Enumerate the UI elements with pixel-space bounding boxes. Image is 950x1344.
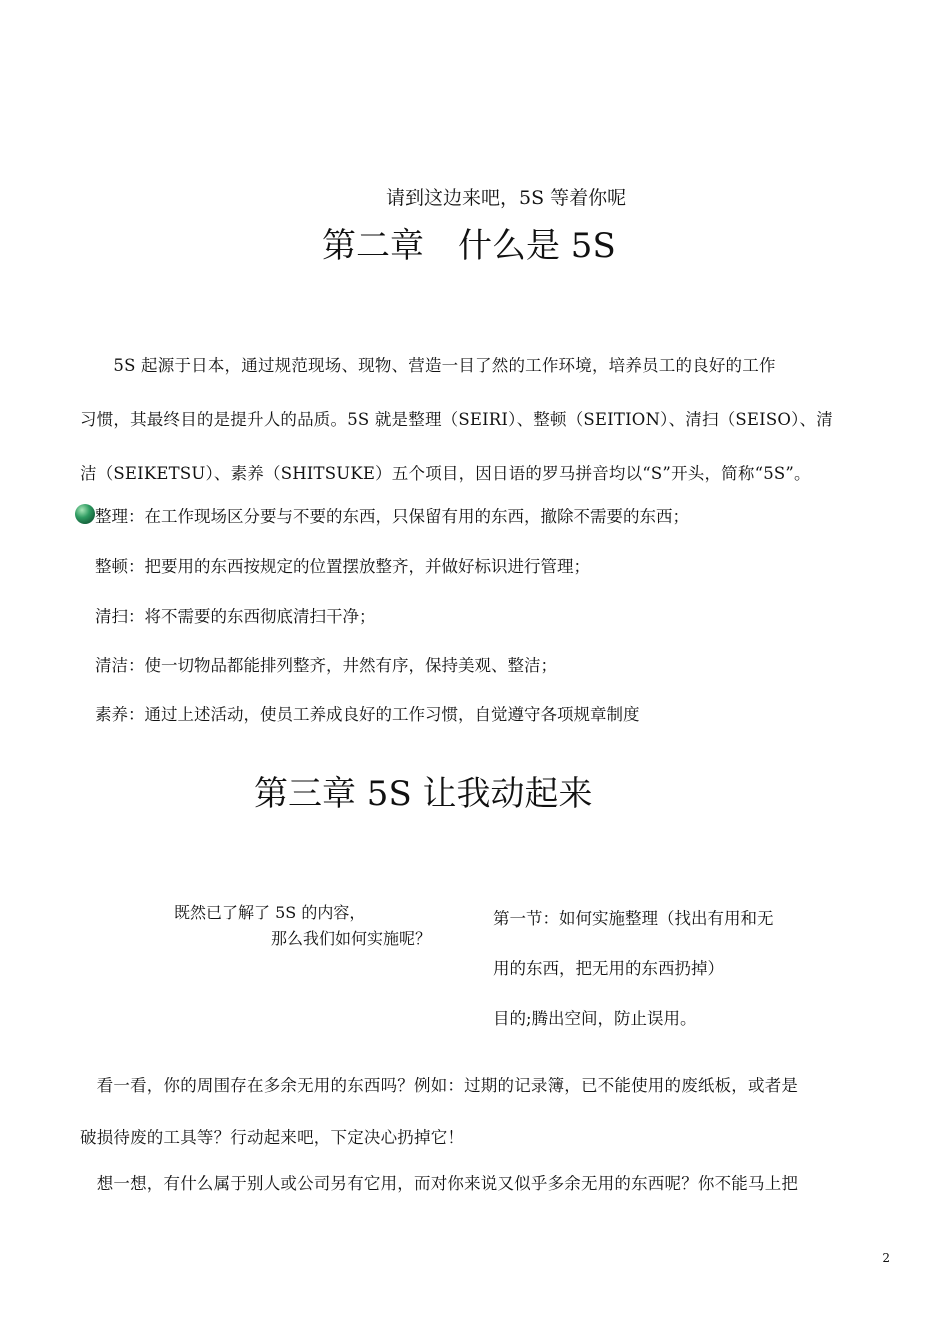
chapter-3-title: 第三章 5S 让我动起来 xyxy=(254,774,593,814)
think-paragraph xyxy=(80,1170,900,1224)
item-seiri: 整理：在工作现场区分要与不要的东西，只保留有用的东西，撤除不需要的东西； xyxy=(95,507,689,526)
callout-line-2: 那么我们如何实施呢？ xyxy=(271,929,432,948)
section-1-heading-cont: 用的东西，把无用的东西扔掉） xyxy=(493,959,724,978)
intro-line: 5S 起源于日本，通过规范现场、现物、营造一目了然的工作环境，培养员工的良好的工作 xyxy=(80,356,776,375)
green-globe-bullet-icon xyxy=(75,504,95,524)
item-seiketsu: 清洁：使一切物品都能排列整齐，井然有序，保持美观、整洁； xyxy=(95,656,557,675)
look-line: 破损待废的工具等？行动起来吧，下定决心扔掉它！ xyxy=(80,1128,465,1147)
page-subtitle: 请到这边来吧，5S 等着你呢 xyxy=(386,187,627,209)
chapter-2-title: 第二章 什么是 5S xyxy=(322,226,616,266)
intro-line: 洁（SEIKETSU）、素养（SHITSUKE）五个项目，因日语的罗马拼音均以“S”开头，简称“5S”。 xyxy=(80,464,811,483)
think-line: 想一想，有什么属于别人或公司另有它用，而对你来说又似乎多余无用的东西呢？你不能马上把 xyxy=(80,1174,799,1193)
look-line: 看一看，你的周围存在多余无用的东西吗？例如：过期的记录簿，已不能使用的废纸板，或者是 xyxy=(80,1076,799,1095)
callout-line-1: 既然已了解了 5S 的内容， xyxy=(174,903,366,922)
item-shitsuke: 素养：通过上述活动，使员工养成良好的工作习惯，自觉遵守各项规章制度 xyxy=(95,705,640,724)
item-seiton: 整顿：把要用的东西按规定的位置摆放整齐，并做好标识进行管理； xyxy=(95,557,590,576)
intro-line: 习惯，其最终目的是提升人的品质。5S 就是整理（SEIRI）、整顿（SEITION）、清扫（SEISO）、清 xyxy=(80,410,833,429)
section-1-purpose: 目的;腾出空间，防止误用。 xyxy=(493,1009,697,1028)
page-number: 2 xyxy=(882,1251,890,1265)
item-seiso: 清扫：将不需要的东西彻底清扫干净； xyxy=(95,607,376,626)
look-paragraph xyxy=(80,1072,900,1170)
section-1-heading: 第一节：如何实施整理（找出有用和无 xyxy=(493,909,774,928)
intro-paragraph xyxy=(80,352,900,514)
